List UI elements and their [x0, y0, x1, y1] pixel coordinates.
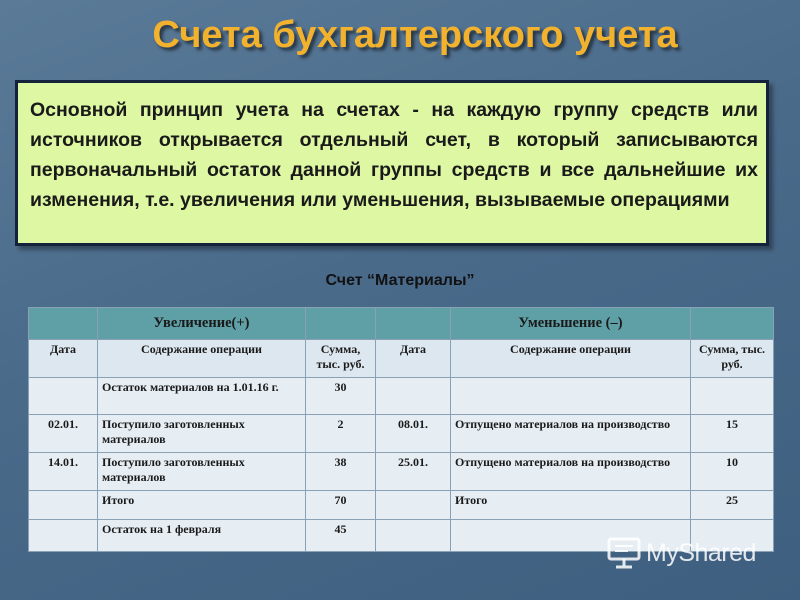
table-row-total — [29, 491, 774, 520]
out-operation-cell: Отпущено материалов на производство — [451, 415, 691, 453]
col-header-date: Дата — [376, 340, 451, 378]
increase-header: Увеличение(+) — [98, 308, 306, 340]
out-date-cell: 25.01. — [376, 453, 451, 491]
out-amount-cell: 10 — [691, 453, 774, 491]
out-operation-cell: Отпущено материалов на производство — [451, 453, 691, 491]
in-amount-cell: 45 — [306, 520, 376, 552]
header-cell-empty — [306, 308, 376, 340]
decrease-header: Уменьшение (–) — [451, 308, 691, 340]
col-header-operation: Содержание операции — [451, 340, 691, 378]
header-cell-empty — [691, 308, 774, 340]
in-operation-cell: Остаток на 1 февраля — [98, 520, 306, 552]
principle-box — [15, 80, 769, 246]
in-amount-cell: 30 — [306, 378, 376, 415]
principle-text: Основной принцип учета на счетах - на каждую группу средств или источников открывается отдельный счет, в который записываются первоначальный остаток данной группы средств и все дальнейшие их изменения, т.е. увеличения или уменьшения, вызываемые операциями — [30, 99, 758, 211]
out-amount-cell: 15 — [691, 415, 774, 453]
slide-title: Счета бухгалтерского учета — [152, 14, 678, 56]
in-date-cell — [29, 378, 98, 415]
in-operation-cell: Поступило заготовленных материалов — [98, 453, 306, 491]
column-header-row — [29, 340, 774, 378]
in-date-cell — [29, 491, 98, 520]
watermark — [606, 534, 788, 572]
in-amount-cell: 38 — [306, 453, 376, 491]
header-cell-empty — [29, 308, 98, 340]
col-header-operation: Содержание операции — [98, 340, 306, 378]
in-amount-cell: 70 — [306, 491, 376, 520]
watermark-text: MyShared — [646, 539, 756, 567]
in-date-cell: 14.01. — [29, 453, 98, 491]
table-row — [29, 378, 774, 415]
table-row — [29, 415, 774, 453]
in-date-cell: 02.01. — [29, 415, 98, 453]
table-caption: Счет “Материалы” — [325, 272, 475, 289]
in-operation-cell: Поступило заготовленных материалов — [98, 415, 306, 453]
header-cell-empty — [376, 308, 451, 340]
out-operation-cell — [451, 378, 691, 415]
out-date-cell — [376, 378, 451, 415]
out-amount-cell — [691, 378, 774, 415]
col-header-amount: Сумма, тыс. руб. — [306, 340, 376, 378]
presentation-board-icon — [606, 536, 642, 575]
col-header-amount: Сумма, тыс. руб. — [691, 340, 774, 378]
out-date-cell — [376, 520, 451, 552]
in-amount-cell: 2 — [306, 415, 376, 453]
in-operation-cell: Итого — [98, 491, 306, 520]
out-amount-cell: 25 — [691, 491, 774, 520]
in-operation-cell: Остаток материалов на 1.01.16 г. — [98, 378, 306, 415]
account-table — [28, 307, 774, 552]
table-header-row — [29, 308, 774, 340]
table-row — [29, 453, 774, 491]
in-date-cell — [29, 520, 98, 552]
out-operation-cell: Итого — [451, 491, 691, 520]
col-header-date: Дата — [29, 340, 98, 378]
out-date-cell — [376, 491, 451, 520]
out-date-cell: 08.01. — [376, 415, 451, 453]
